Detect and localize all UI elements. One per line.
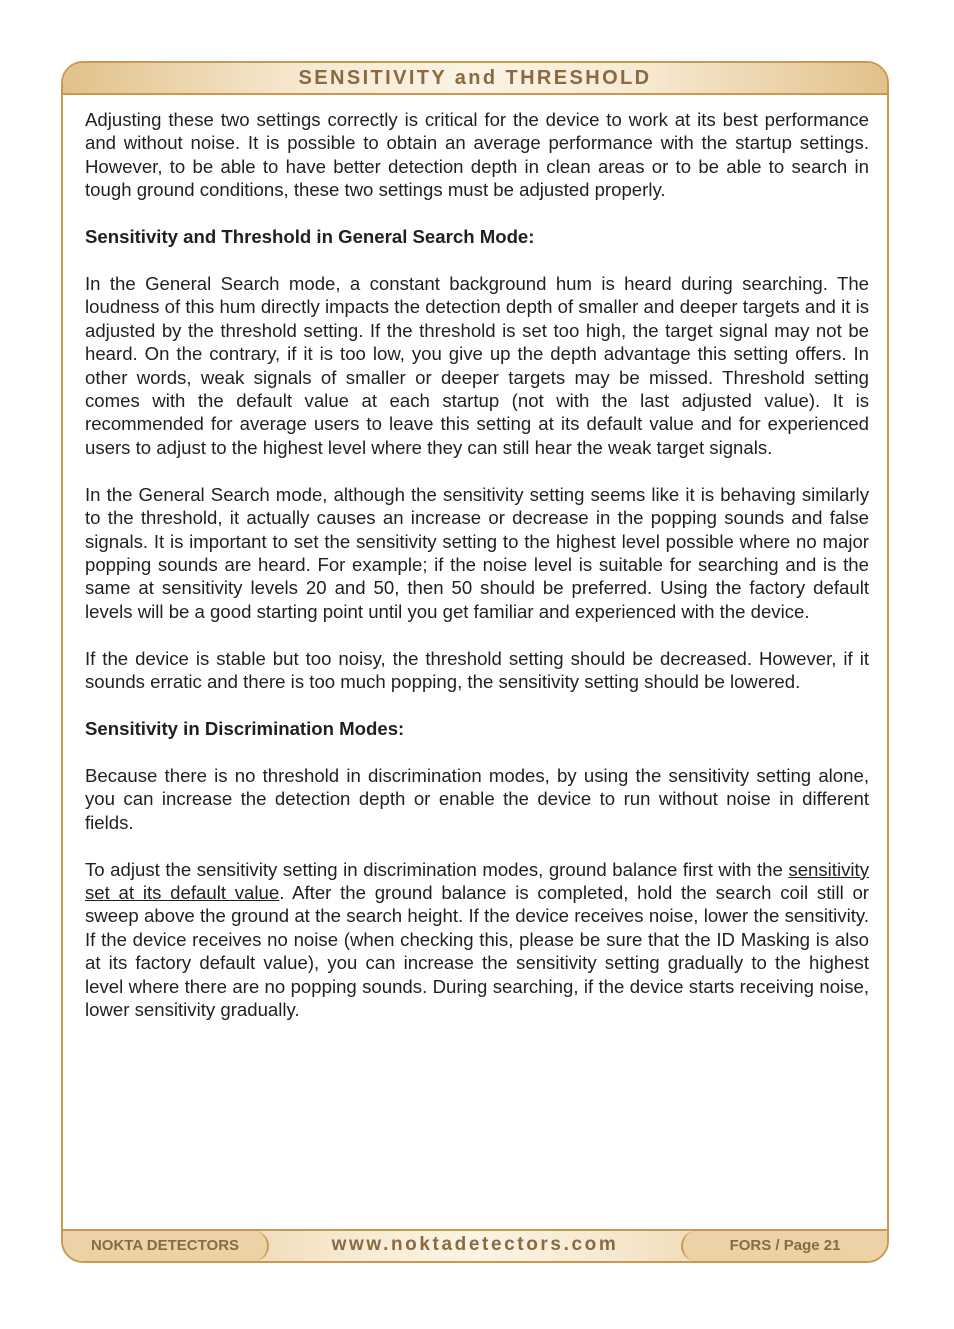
general-paragraph-3: If the device is stable but too noisy, the threshold setting should be decreased. However, if it sounds erratic and there is too much popping, the sensitivity setting should be lowered. [85, 647, 869, 693]
footer-page-number: FORS / Page 21 [729, 1237, 841, 1254]
intro-paragraph: Adjusting these two settings correctly is critical for the device to work at its best performance and without noise. It is possible to obtain an average performance with the startup settings. However, to be able to have better detection depth in clean areas or to be able to search in tough ground conditions, these two settings must be adjusted properly. [85, 109, 869, 201]
footer-website-text: www.noktadetectors.com [331, 1234, 619, 1255]
footer-brand-tab [63, 1231, 269, 1261]
footer-website [269, 1231, 681, 1256]
page-title: SENSITIVITY and THRESHOLD [298, 67, 652, 89]
disc-p2-start: To adjust the sensitivity setting in discrimination modes, ground balance first with the [85, 858, 789, 880]
heading-general-search: Sensitivity and Threshold in General Search Mode: [85, 226, 535, 248]
footer-bar [63, 1229, 887, 1261]
header-bar [63, 63, 887, 95]
general-paragraph-1: In the General Search mode, a constant background hum is heard during searching. The loudness of this hum directly impacts the detection depth of smaller and deeper targets and it is adjusted by the threshold setting. If the threshold is set too high, the target signal may not be heard. On the contrary, if it is too low, you give up the depth advantage this setting offers. In other words, weak signals of smaller or deeper targets may be missed. Threshold setting comes with the default value at each startup (not with the last adjusted value). It is recommended for average users to leave this setting at its default value and for experienced users to adjust to the highest level where they can still hear the weak target signals. [85, 273, 869, 458]
discrimination-paragraph-2 [85, 858, 869, 1022]
footer-brand: NOKTA DETECTORS [90, 1237, 240, 1254]
discrimination-paragraph-1: Because there is no threshold in discrimination modes, by using the sensitivity setting alone, you can increase the detection depth or enable the device to run without noise in different fields. [85, 764, 869, 833]
heading-discrimination: Sensitivity in Discrimination Modes: [85, 718, 405, 740]
page-frame [61, 61, 889, 1263]
general-paragraph-2: In the General Search mode, although the sensitivity setting seems like it is behaving similarly to the threshold, it actually causes an increase or decrease in the popping sounds and false signals. It is important to set the sensitivity setting to the highest level possible where no major popping sounds are heard. For example; if the noise level is suitable for searching and is the same at sensitivity levels 20 and 50, then 50 should be preferred. Using the factory default levels will be a good starting point until you get familiar and experienced with the device. [85, 483, 869, 622]
disc-p2-underlined-text: sensitivity set at its default value [85, 858, 869, 904]
main-content [85, 108, 869, 1045]
disc-p2-end: . After the ground balance is completed, hold the search coil still or sweep above the ground at the search height. If the device receives noise, lower the sensitivity. If the device receives no noise (when checking this, please be sure that the ID Masking is also at its factory default value), you can increase the sensitivity setting gradually to the highest level where there are no popping sounds. During searching, if the device starts receiving noise, lower sensitivity gradually. [85, 882, 869, 1021]
footer-page-tab [681, 1231, 887, 1261]
